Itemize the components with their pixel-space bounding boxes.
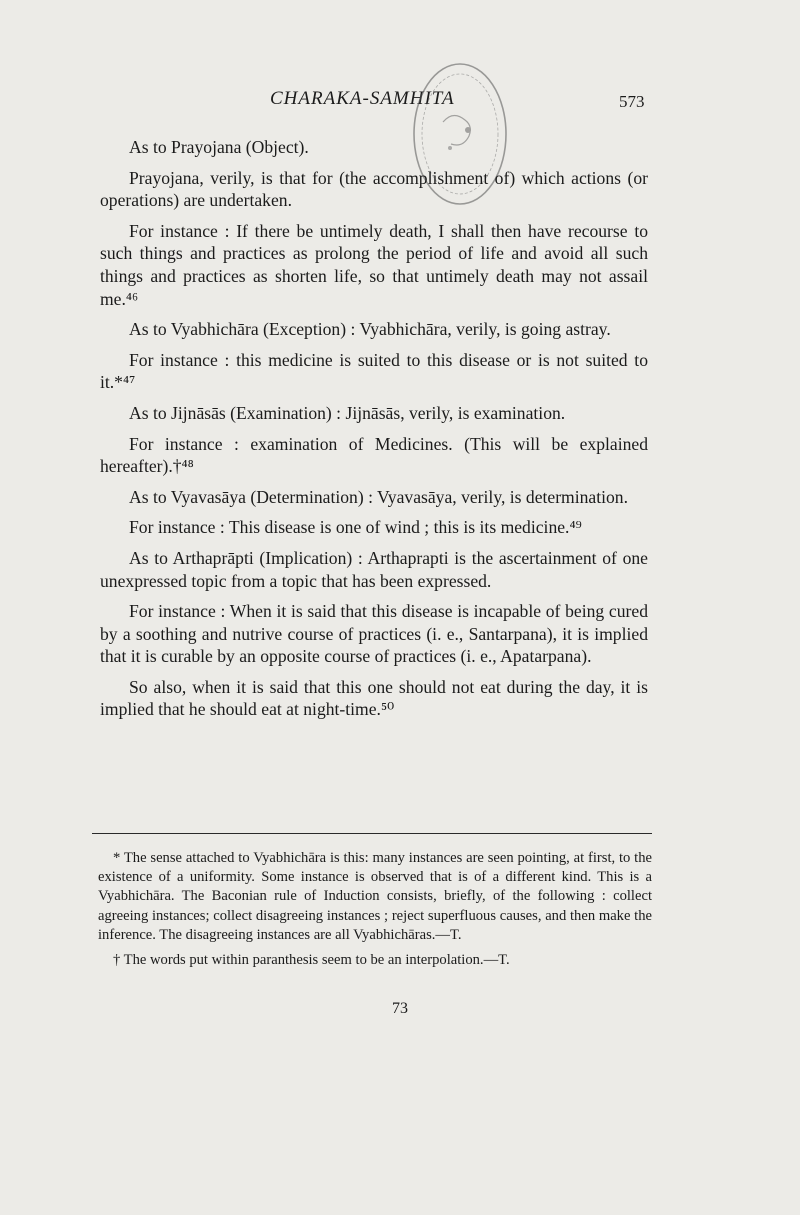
paragraph: For instance : examination of Medicines. (This will be explained hereafter).†⁴⁸	[100, 433, 648, 477]
paragraph: As to Vyabhichāra (Exception) : Vyabhichāra, verily, is going astray.	[129, 319, 611, 340]
footnote: † The words put within paranthesis seem to be an interpolation.—T.	[113, 952, 510, 969]
paragraph: Prayojana, verily, is that for (the accomplishment of) which actions (or operations) are undertaken.	[100, 167, 648, 211]
page-number: 573	[619, 92, 645, 111]
body-text	[100, 136, 648, 729]
paragraph: For instance : this medicine is suited to this disease or is not suited to it.*⁴⁷	[100, 349, 648, 393]
footnotes	[98, 849, 652, 976]
paragraph: As to Jijnāsās (Examination) : Jijnāsās, verily, is examination.	[129, 402, 566, 423]
paragraph: As to Prayojana (Object).	[129, 137, 309, 157]
paragraph: For instance : If there be untimely death, I shall then have recourse to such things and practices as prolong the period of life and avoid all such things and practices as shorten life, so that untimely death may not assail me.⁴⁶	[100, 220, 648, 309]
paragraph: For instance : When it is said that this disease is incapable of being cured by a soothing and nutrive course of practices (i. e., Santarpana), it is implied that it is curable by an opposite course of practices (i. e., Apatarpana).	[100, 601, 648, 667]
paragraph: For instance : This disease is one of wind ; this is its medicine.⁴⁹	[129, 517, 582, 538]
paragraph: So also, when it is said that this one should not eat during the day, it is implied that he should eat at night-time.⁵⁰	[100, 676, 648, 720]
paragraph: As to Vyavasāya (Determination) : Vyavasāya, verily, is determination.	[129, 486, 629, 507]
running-title: CHARAKA-SAMHITA	[270, 88, 455, 109]
paragraph: As to Arthaprāpti (Implication) : Arthaprapti is the ascertainment of one unexpressed topic from a topic that has been expressed.	[100, 547, 648, 591]
sheet-number: 73	[392, 1000, 408, 1017]
footnote-divider	[92, 833, 652, 834]
footnote: * The sense attached to Vyabhichāra is this: many instances are seen pointing, at first, to the existence of a uniformity. Some instance is observed that is of a different kind. This is a Vyabhichāra. The Baconian rule of Induction consists, briefly, of the following : collect agreeing instances; collect disagreeing instances ; reject superfluous causes, and then make the inference. The disagreeing instances are all Vyabhichāras.—T.	[98, 850, 652, 943]
